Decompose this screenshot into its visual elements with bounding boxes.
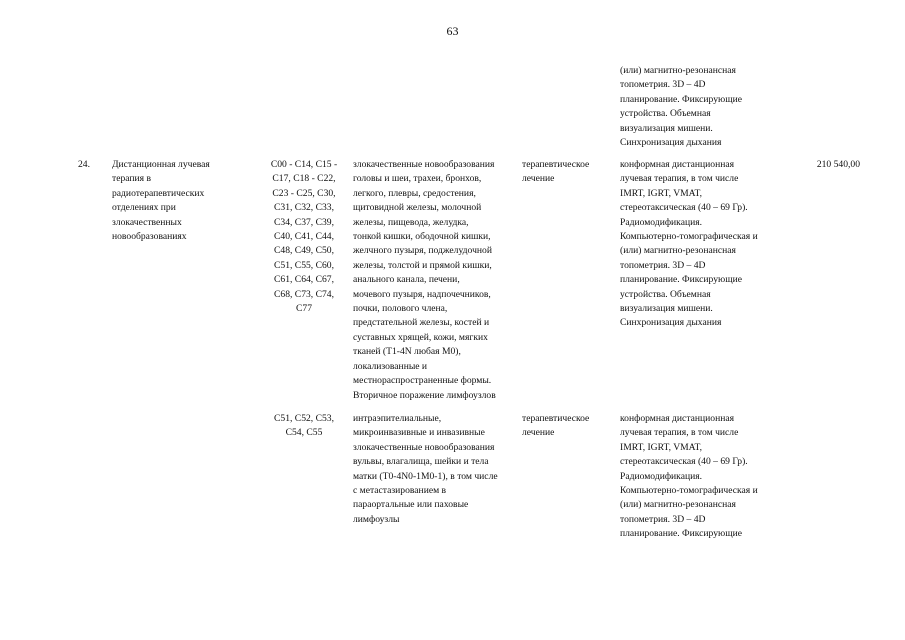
treatment-method-cell: конформная дистанционная лучевая терапия, в том числе IMRT, IGRT, VMAT, стереотаксическая (40 – 69 Гр). Радиомодификация. Компьютерно-томографическая и (или) магнитно-резонансная топометрия. 3D – 4D планирование. Фиксирующие устройства. Объемная визуализация мишени. Синхронизация дыхания (620, 159, 758, 329)
row-number: 24. (78, 159, 90, 170)
page-number: 63 (446, 24, 459, 38)
sub-treatment-method-cell: конформная дистанционная лучевая терапия, в том числе IMRT, IGRT, VMAT, стереотаксическая (40 – 69 Гр). Радиомодификация. Компьютерно-томографическая и (или) магнитно-резонансная топометрия. 3D – 4D планирование. Фиксирующие (620, 413, 758, 540)
price-cell: 210 540,00 (816, 159, 860, 170)
profile-name-cell: Дистанционная лучевая терапия в радиотерапевтических отделениях при злокачественных новообразованиях (112, 159, 210, 243)
icd-codes-cell: C00 - C14, C15 - C17, C18 - C22, C23 - C25, C30, C31, C32, C33, C34, C37, C39, C40, C41, C44, C48, C49, C50, C51, C55, C60, C61, C64, C67, C68, C73, C74, C77 (270, 159, 338, 315)
patient-model-cell: злокачественные новообразования головы и шеи, трахеи, бронхов, легкого, плевры, средостения, щитовидной железы, молочной железы, пищевода, желудка, тонкой кишки, ободочной кишки, желчного пузыря, поджелудочной железы, толстой и прямой кишки, анального канала, печени, мочевого пузыря, надпочечников, почки, полового члена, предстательной железы, костей и суставных хрящей, кожи, мягких тканей (T1-4N любая M0), локализованные и местнораспространенные формы. Вторичное поражение лимфоузлов (353, 159, 496, 401)
sub-icd-codes-cell: C51, C52, C53, C54, C55 (274, 413, 334, 439)
sub-treatment-type-cell: терапевтическое лечение (522, 413, 590, 439)
continuation-method-cell: (или) магнитно-резонансная топометрия. 3D – 4D планирование. Фиксирующие устройства. Объемная визуализация мишени. Синхронизация дыхания (620, 65, 742, 149)
treatment-type-cell: терапевтическое лечение (522, 159, 590, 185)
sub-patient-model-cell: интраэпителиальные, микроинвазивные и инвазивные злокачественные новообразования вульвы, влагалища, шейки и тела матки (T0-4N0-1M0-1), в том числе с метастазированием в параортальные или паховые лимфоузлы (353, 413, 498, 525)
